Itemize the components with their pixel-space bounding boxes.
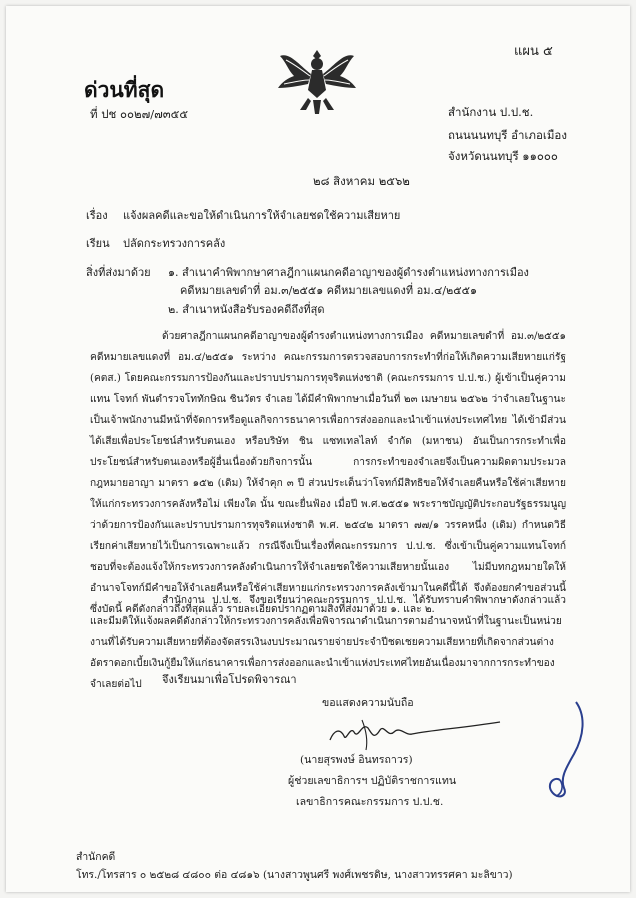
sender-office: สำนักงาน ป.ป.ช. xyxy=(448,105,534,119)
footer-contact: โทร./โทรสาร ๐ ๒๕๒๘ ๔๘๐๐ ต่อ ๔๘๑๖ (นางสาวพูนศรี พงศ์เพชรดิษ, นางสาวทรรศคา มะลิขาว) xyxy=(76,869,513,881)
subject-text: แจ้งผลคดีและขอให้ดำเนินการให้จำเลยชดใช้ความเสียหาย xyxy=(123,209,401,222)
signature-salutation: ขอแสดงความนับถือ xyxy=(322,697,414,709)
document-date: ๒๘ สิงหาคม ๒๕๖๒ xyxy=(313,174,410,188)
closing-request: จึงเรียนมาเพื่อโปรดพิจารณา xyxy=(162,673,297,686)
initial-signature-icon xyxy=(534,696,594,806)
attachment-item-2: ๒. สำเนาหนังสือรับรองคดีถึงที่สุด xyxy=(168,303,325,316)
sender-address-line: ถนนนนทบุรี อำเภอเมือง xyxy=(448,128,567,142)
recipient-label: เรียน xyxy=(86,237,110,250)
urgency-stamp: ด่วนที่สุด xyxy=(84,78,165,102)
subject-label: เรื่อง xyxy=(86,209,108,222)
attachments-label: สิ่งที่ส่งมาด้วย xyxy=(86,266,151,279)
signatory-organization: เลขาธิการคณะกรรมการ ป.ป.ช. xyxy=(296,796,444,808)
garuda-emblem-icon xyxy=(272,42,362,120)
sender-province: จังหวัดนนทบุรี ๑๑๐๐๐ xyxy=(448,149,558,163)
recipient-text: ปลัดกระทรวงการคลัง xyxy=(123,237,226,250)
signatory-title: ผู้ช่วยเลขาธิการฯ ปฏิบัติราชการแทน xyxy=(288,775,457,787)
footer-department: สำนักคดี xyxy=(76,851,116,863)
attachment-item-1: ๑. สำเนาคำพิพากษาศาลฎีกาแผนกคดีอาญาของผู้ดำรงตำแหน่งทางการเมือง xyxy=(168,266,529,279)
body-paragraph-2: สำนักงาน ป.ป.ช. จึงขอเรียนว่าคณะกรรมการ ป.ป.ช. ได้รับทราบคำพิพากษาดังกล่าวแล้วและมีมติให้แจ้งผลคดีดังกล่าวให้กระทรวงการคลังเพื่อพิจารณาดำเนินการตามอำนาจหน้าที่ในฐานะเป็นหน่วยงานที่ได้รับความเสียหายที่ต้องจัดสรรเงินงบประมาณรายจ่ายประจำปีชดเชยความเสียหายที่เกิดจากส่วนต่างอัตราดอกเบี้ยเงินกู้ยืมให้แก่ธนาคารเพื่อการส่งออกและนำเข้าแห่งประเทศไทยอันเนื่องมาจากการกระทำของจำเลยต่อไป xyxy=(90,595,566,690)
signatory-name: (นายสุรพงษ์ อินทรถาวร) xyxy=(300,754,413,766)
attachment-item-1-case: คดีหมายเลขดำที่ อม.๓/๒๕๕๑ คดีหมายเลขแดงที่ อม.๔/๒๕๕๑ xyxy=(180,284,477,297)
document-number: ที่ ปช ๐๐๒๗/๗๓๕๕ xyxy=(90,107,189,121)
signature-icon xyxy=(322,710,512,756)
body-paragraph-1: ด้วยศาลฎีกาแผนกคดีอาญาของผู้ดำรงตำแหน่งทางการเมือง คดีหมายเลขดำที่ อม.๓/๒๕๕๑ คดีหมายเลขแดงที่ อม.๔/๒๕๕๑ ระหว่าง คณะกรรมการตรวจสอบการกระทำที่ก่อให้เกิดความเสียหายแก่รัฐ (คตส.) โดยคณะกรรมการป้องกันและปราบปรามการทุจริตแห่งชาติ (คณะกรรมการ ป.ป.ช.) ผู้เข้าเป็นคู่ความแทน โจทก์ พันตำรวจโททักษิณ ชินวัตร จำเลย ได้มีคำพิพากษาเมื่อวันที่ ๒๓ เมษายน ๒๕๖๒ ว่าจำเลยในฐานะเป็นเจ้าพนักงานมีหน้าที่จัดการหรือดูแลกิจการธนาคารเพื่อการส่งออกและนำเข้าแห่งประเทศไทย ได้เข้ามีส่วนได้เสียเพื่อประโยชน์สำหรับตนเอง หรือบริษัท ชิน แซทเทลไลท์ จำกัด (มหาชน) อันเป็นการกระทำเพื่อประโยชน์สำหรับตนเองหรือผู้อื่นเนื่องด้วยกิจการนั้น การกระทำของจำเลยจึงเป็นความผิดตามประมวลกฎหมายอาญา มาตรา ๑๕๒ (เดิม) ให้จำคุก ๓ ปี ส่วนประเด็นว่าโจทก์มีสิทธิขอให้จำเลยคืนหรือใช้ค่าเสียหายให้แก่กระทรวงการคลังหรือไม่ เพียงใด นั้น ขณะยื่นฟ้อง เมื่อปี พ.ศ.๒๕๕๑ พระราชบัญญัติประกอบรัฐธรรมนูญว่าด้วยการป้องกันและปราบปรามการทุจริตแห่งชาติ พ.ศ. ๒๕๔๒ มาตรา ๗๗/๑ วรรคหนึ่ง (เดิม) กำหนดวิธีเรียกค่าเสียหายไว้เป็นการเฉพาะแล้ว กรณีจึงเป็นเรื่องที่คณะกรรมการ ป.ป.ช. ซึ่งเข้าเป็นคู่ความแทนโจทก์ ชอบที่จะต้องแจ้งให้กระทรวงการคลังดำเนินการให้จำเลยชดใช้ความเสียหายนั้นเอง ไม่มีบทกฎหมายใดให้อำนาจโจทก์มีคำขอให้จำเลยคืนหรือใช้ค่าเสียหายแก่กระทรวงการคลังเข้ามาในคดีนี้ได้ จึงต้องยกคำขอส่วนนี้ ซึ่งบัดนี้ คดีดังกล่าวถึงที่สุดแล้ว รายละเอียดปรากฏตามสิ่งที่ส่งมาด้วย ๑. และ ๒. xyxy=(90,331,566,615)
handwritten-page-note: แผน ๕ xyxy=(514,44,553,59)
document-page xyxy=(6,6,630,892)
